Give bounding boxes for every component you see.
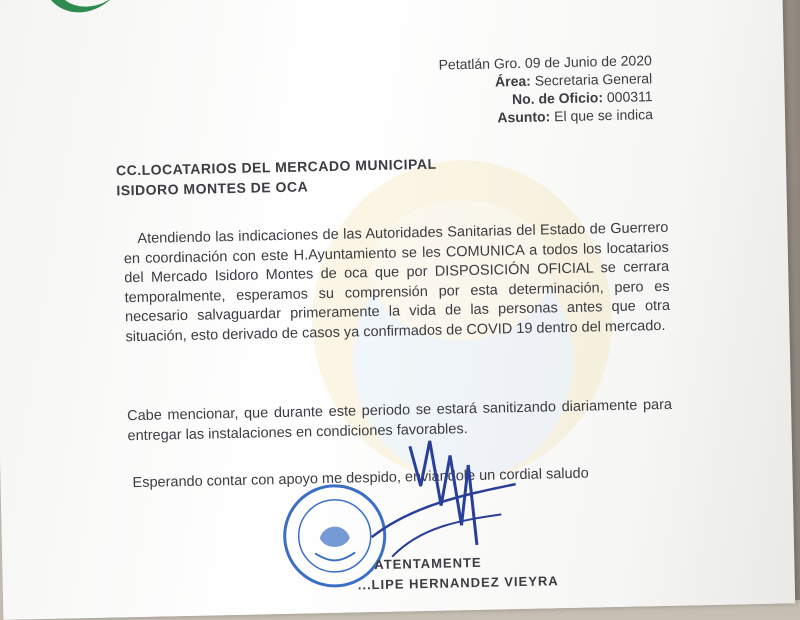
recipient-line-2: ISIDORO MONTES DE OCA bbox=[116, 178, 309, 199]
recipient-line-1: CC.LOCATARIOS DEL MERCADO MUNICIPAL bbox=[115, 155, 437, 179]
area-line: Área: Secretaria General bbox=[494, 70, 653, 90]
atentamente-label: ATENTAMENTE bbox=[374, 554, 482, 573]
paragraph-2: Cabe mencionar, que durante este periodo se estará sanitizando diariamente para entregar las instalaciones en condiciones favorables. bbox=[126, 396, 673, 444]
municipal-logo bbox=[30, 0, 131, 21]
handwritten-signature bbox=[349, 424, 522, 568]
closing-line: Esperando contar con apoyo me despido, enviándole un cordial saludo bbox=[132, 465, 589, 492]
header-block bbox=[392, 51, 653, 128]
signer-name: ...LIPE HERNANDEZ VIEYRA bbox=[357, 573, 559, 593]
oficio-line: No. de Oficio: 000311 bbox=[511, 88, 653, 108]
place-date: Petatlán Gro. 09 de Junio de 2020 bbox=[438, 52, 652, 73]
asunto-line: Asunto: El que se indica bbox=[497, 106, 654, 126]
paragraph-1: Atendiendo las indicaciones de las Autoridades Sanitarias del Estado de Guerrero en coordinación con este H.Ayuntamiento se les COMUNICA a todos los locatarios del Mercado Isidoro Montes de oca que por DISPOSICIÓN OFICIAL se cerrara temporalmente, esperamos su comprensión por esta determinación, pero es necesario salvaguardar primeramente la vida de las personas antes que otra situación, esto derivado de casos ya confirmados de COVID 19 dentro del mercado. bbox=[123, 219, 671, 345]
recipient-block bbox=[116, 152, 517, 200]
